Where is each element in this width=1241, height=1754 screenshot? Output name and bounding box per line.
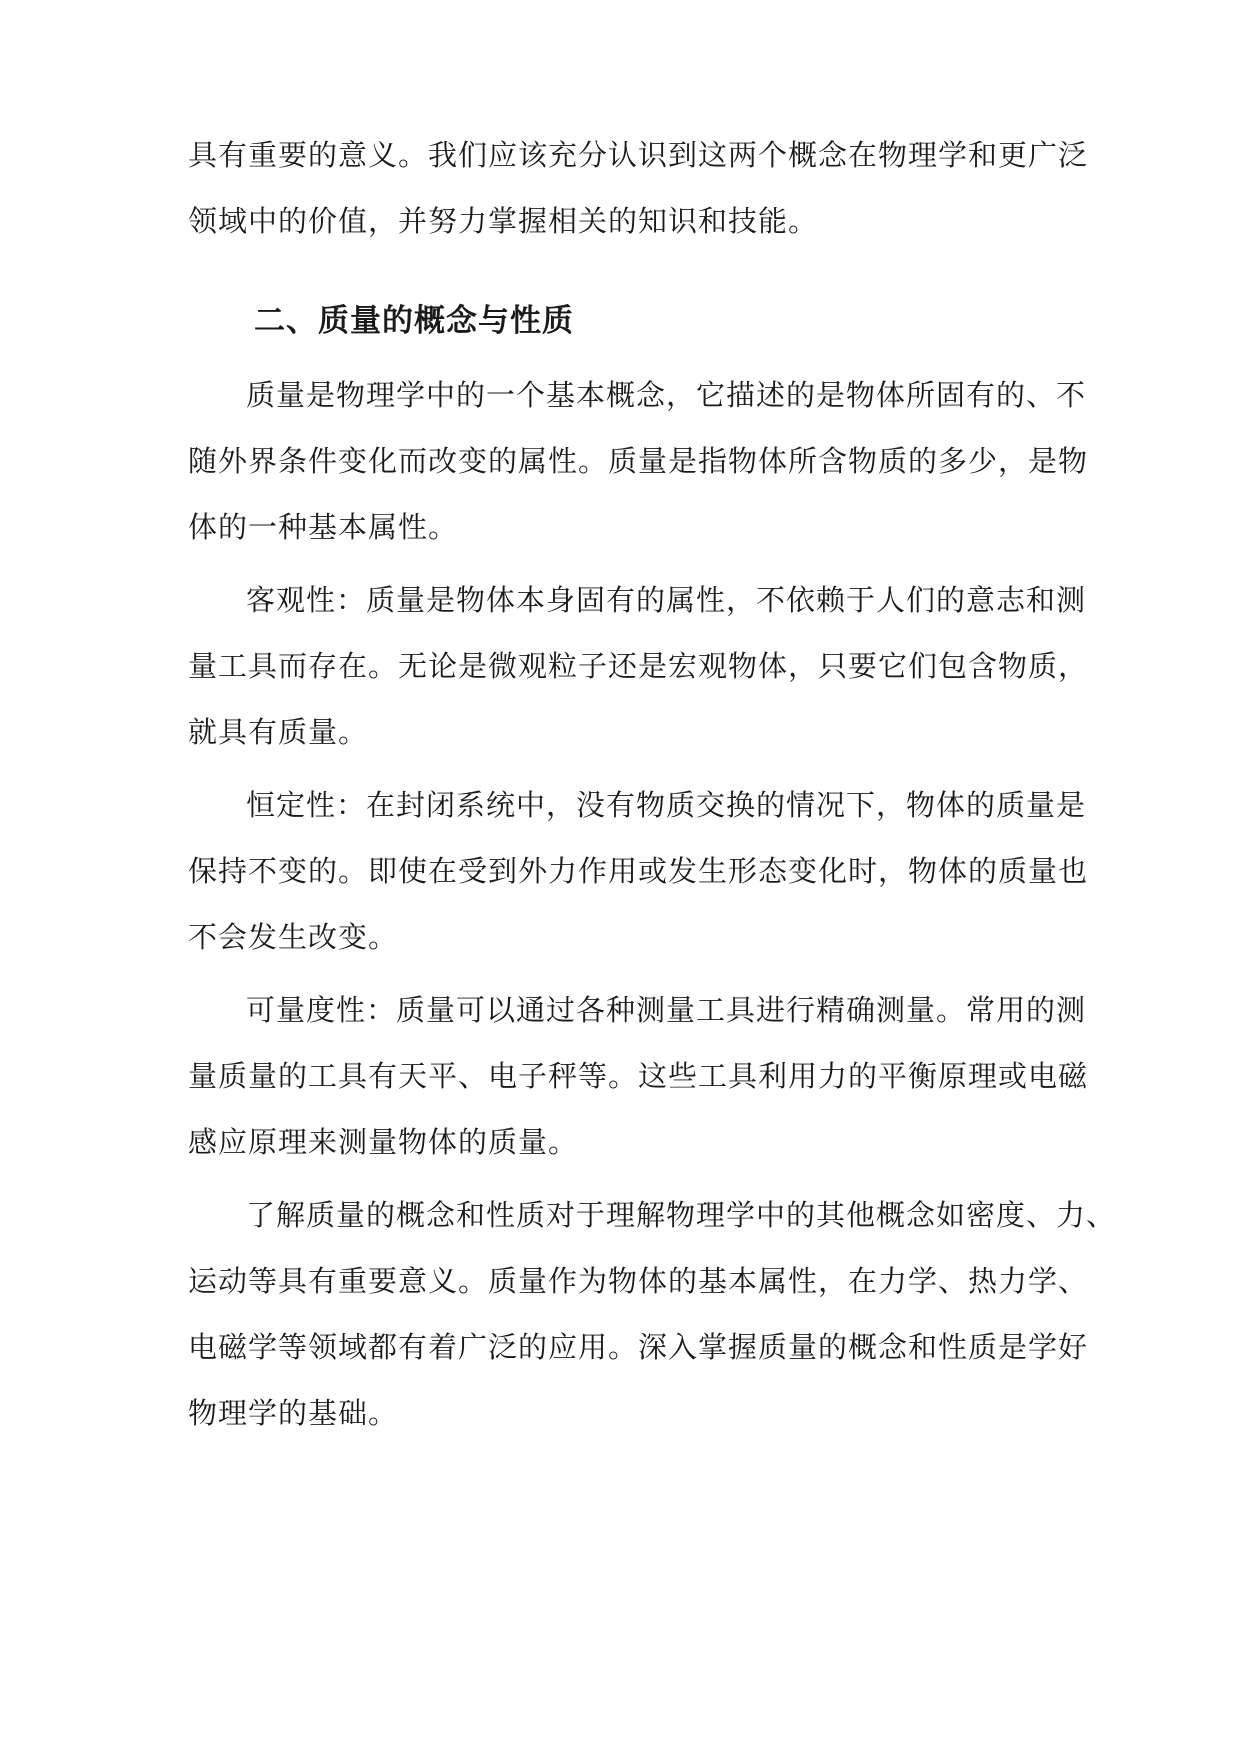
paragraph-line: 物理学的基础。 [188,1396,399,1430]
paragraph-line: 不会发生改变。 [188,920,399,954]
paragraph-line: 恒定性：在封闭系统中，没有物质交换的情况下，物体的质量是 [246,788,1087,822]
paragraph-line: 量质量的工具有天平、电子秤等。这些工具利用力的平衡原理或电磁 [188,1059,1089,1093]
paragraph-line: 感应原理来测量物体的质量。 [188,1125,579,1159]
section-heading: 二、质量的概念与性质 [254,303,574,339]
paragraph-line: 随外界条件变化而改变的属性。质量是指物体所含物质的多少，是物 [188,444,1089,478]
paragraph-line: 客观性：质量是物体本身固有的属性，不依赖于人们的意志和测 [246,583,1087,617]
paragraph-line: 保持不变的。即使在受到外力作用或发生形态变化时，物体的质量也 [188,854,1089,888]
paragraph-line: 运动等具有重要意义。质量作为物体的基本属性，在力学、热力学、 [188,1264,1089,1298]
paragraph-line: 了解质量的概念和性质对于理解物理学中的其他概念如密度、力、 [246,1198,1117,1232]
paragraph-line: 质量是物理学中的一个基本概念，它描述的是物体所固有的、不 [246,378,1087,412]
paragraph-line: 可量度性：质量可以通过各种测量工具进行精确测量。常用的测 [246,993,1087,1027]
intro-line: 具有重要的意义。我们应该充分认识到这两个概念在物理学和更广泛 [188,138,1089,172]
paragraph-line: 就具有质量。 [188,715,369,749]
paragraph-line: 体的一种基本属性。 [188,510,459,544]
intro-line: 领域中的价值，并努力掌握相关的知识和技能。 [188,204,819,238]
paragraph-line: 量工具而存在。无论是微观粒子还是宏观物体，只要它们包含物质， [188,649,1089,683]
paragraph-line: 电磁学等领域都有着广泛的应用。深入掌握质量的概念和性质是学好 [188,1330,1089,1364]
